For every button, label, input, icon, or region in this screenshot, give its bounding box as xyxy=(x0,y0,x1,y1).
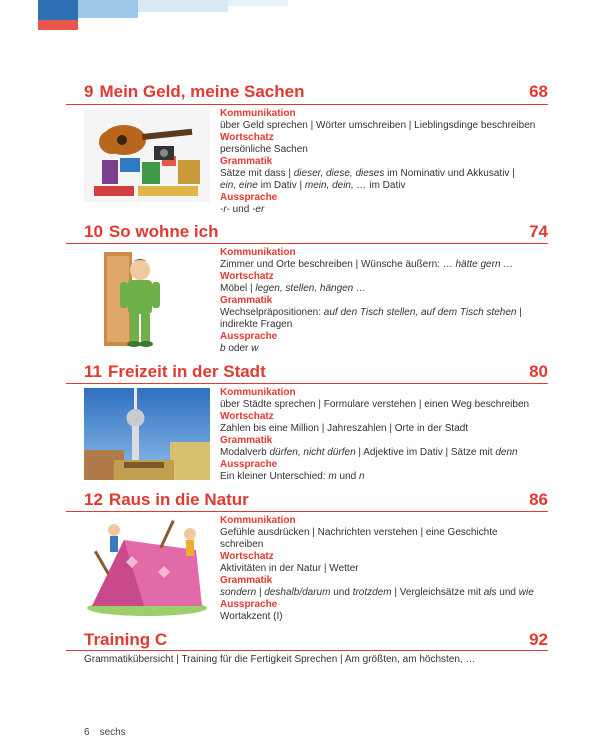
chapter-10-kommunikation-text: Zimmer und Orte beschreiben | Wünsche äußern: … hätte gern … xyxy=(220,259,514,270)
man-in-pajamas-illustration xyxy=(84,248,210,348)
guitar-and-belongings-illustration xyxy=(84,110,210,202)
chapter-11-kommunikation-heading: Kommunikation xyxy=(220,387,296,398)
training-c-title: Training C xyxy=(84,630,168,649)
page-number xyxy=(84,727,136,738)
chapter-11-title: Freizeit in der Stadt xyxy=(107,362,266,381)
chapter-10-wortschatz-heading: Wortschatz xyxy=(220,271,274,282)
chapter-11-aussprache-text: Ein kleiner Unterschied: m und n xyxy=(220,471,365,482)
chapter-12-wortschatz-heading: Wortschatz xyxy=(220,551,274,562)
chapter-12-grammatik-text: sondern | deshalb/darum und trotzdem | Vergleichsätze mit als und wie xyxy=(220,587,534,598)
chapter-9-kommunikation-text: über Geld sprechen | Wörter umschreiben | Lieblingsdinge beschreiben xyxy=(220,120,536,131)
chapter-9-aussprache-text: -r- und -er xyxy=(220,204,265,215)
chapter-12-number: 12 xyxy=(84,490,103,509)
chapter-12-page: 86 xyxy=(529,490,548,509)
chapter-12-title-group xyxy=(84,490,249,510)
chapter-9-heading[interactable] xyxy=(84,80,548,102)
chapter-11-wortschatz-text: Zahlen bis eine Million | Jahreszahlen | Orte in der Stadt xyxy=(220,423,469,434)
chapter-11-image-tv-tower xyxy=(84,388,210,480)
chapter-11-details xyxy=(220,387,550,483)
chapter-10-image-man-at-door xyxy=(84,248,210,348)
chapter-10-title-group xyxy=(84,222,218,242)
chapter-12-aussprache-heading: Aussprache xyxy=(220,599,278,610)
chapter-12-kommunikation-heading: Kommunikation xyxy=(220,515,296,526)
chapter-11-rule xyxy=(66,383,548,384)
chapter-10-title: So wohne ich xyxy=(108,222,219,241)
chapter-11-grammatik-text: Modalverb dürfen, nicht dürfen | Adjektive im Dativ | Sätze mit denn xyxy=(220,447,518,458)
training-c-heading[interactable] xyxy=(84,628,548,650)
chapter-10-kommunikation-heading: Kommunikation xyxy=(220,247,296,258)
chapter-10-grammatik-line-1: Wechselpräpositionen: auf den Tisch stellen, auf dem Tisch stehen | xyxy=(220,307,522,318)
chapter-10-number: 10 xyxy=(84,222,103,241)
chapter-10-grammatik-line-2: indirekte Fragen xyxy=(220,319,293,330)
chapter-12-grammatik-heading: Grammatik xyxy=(220,575,273,586)
chapter-10-aussprache-heading: Aussprache xyxy=(220,331,278,342)
chapter-9-wortschatz-heading: Wortschatz xyxy=(220,132,274,143)
chapter-11-title-group xyxy=(84,362,266,382)
chapter-9-details xyxy=(220,108,550,216)
chapter-10-heading[interactable] xyxy=(84,220,548,242)
chapter-12-kommunikation-line-1: Gefühle ausdrücken | Nachrichten verstehen | eine Geschichte xyxy=(220,527,498,538)
header-decoration-faint-blue xyxy=(228,0,288,6)
chapter-9-image-guitar-things xyxy=(84,110,210,202)
chapter-12-wortschatz-text: Aktivitäten in der Natur | Wetter xyxy=(220,563,359,574)
chapter-12-image-tent xyxy=(84,516,210,616)
chapter-11-kommunikation-text: über Städte sprechen | Formulare verstehen | einen Weg beschreiben xyxy=(220,399,530,410)
chapter-9-kommunikation-heading: Kommunikation xyxy=(220,108,296,119)
chapter-11-grammatik-heading: Grammatik xyxy=(220,435,273,446)
chapter-11-number: 11 xyxy=(84,362,102,381)
training-c-page: 92 xyxy=(529,630,548,649)
header-decoration-light-blue xyxy=(78,0,138,18)
chapter-9-wortschatz-text: persönliche Sachen xyxy=(220,144,308,155)
chapter-9-number: 9 xyxy=(84,82,94,101)
chapter-11-heading[interactable] xyxy=(84,360,548,382)
chapter-11-page: 80 xyxy=(529,362,548,381)
chapter-12-rule xyxy=(66,511,548,512)
training-c-rule xyxy=(66,650,548,651)
chapter-10-details xyxy=(220,247,550,355)
chapter-9-title-group xyxy=(84,82,304,102)
chapter-12-kommunikation-line-2: schreiben xyxy=(220,539,264,550)
chapter-10-rule xyxy=(66,243,548,244)
chapter-11-aussprache-heading: Aussprache xyxy=(220,459,278,470)
page-number-digit: 6 xyxy=(84,727,90,738)
chapter-10-grammatik-heading: Grammatik xyxy=(220,295,273,306)
chapter-9-grammatik-line-1: Sätze mit dass | dieser, diese, dieses im Nominativ und Akkusativ | xyxy=(220,168,515,179)
chapter-10-page: 74 xyxy=(529,222,548,241)
chapter-12-heading[interactable] xyxy=(84,488,548,510)
page-number-word: sechs xyxy=(99,727,126,738)
chapter-9-grammatik-heading: Grammatik xyxy=(220,156,273,167)
header-decoration-red xyxy=(38,20,78,30)
chapter-12-title: Raus in die Natur xyxy=(108,490,249,509)
tent-camping-illustration xyxy=(84,516,210,616)
berlin-tv-tower-illustration xyxy=(84,388,210,480)
chapter-9-grammatik-line-2: ein, eine im Dativ | mein, dein, … im Dativ xyxy=(220,180,406,191)
chapter-9-rule xyxy=(66,104,548,105)
chapter-11-wortschatz-heading: Wortschatz xyxy=(220,411,274,422)
header-decoration-blue xyxy=(38,0,78,20)
chapter-9-title: Mein Geld, meine Sachen xyxy=(99,82,305,101)
chapter-12-details xyxy=(220,515,550,623)
chapter-10-wortschatz-text: Möbel | legen, stellen, hängen … xyxy=(220,283,367,294)
header-decoration-pale-blue xyxy=(138,0,228,12)
chapter-9-page: 68 xyxy=(529,82,548,101)
training-c-description: Grammatikübersicht | Training für die Fertigkeit Sprechen | Am größten, am höchsten, … xyxy=(84,654,476,665)
chapter-9-aussprache-heading: Aussprache xyxy=(220,192,278,203)
chapter-10-aussprache-text: b oder w xyxy=(220,343,259,354)
chapter-12-aussprache-text: Wortakzent (I) xyxy=(220,611,283,622)
